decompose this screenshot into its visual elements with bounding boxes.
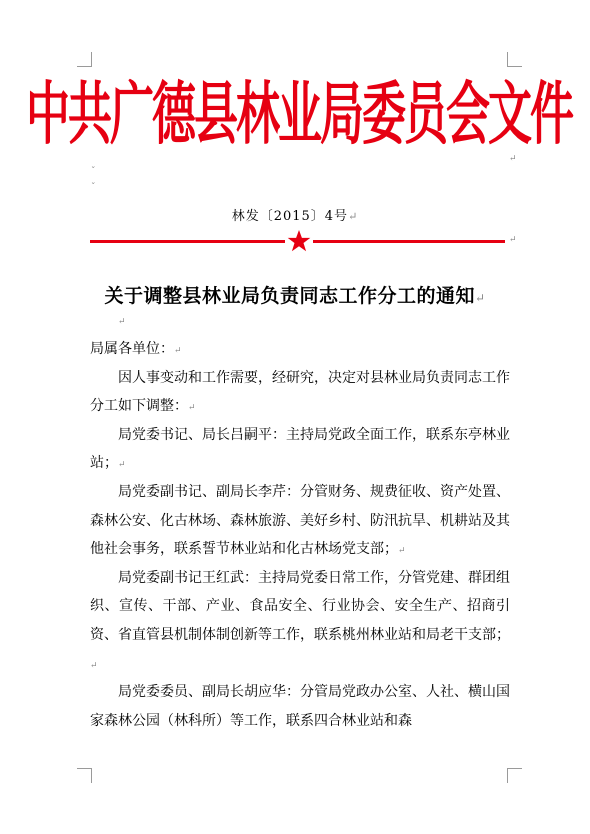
masthead-text: 中共广德县林业局委员会文件 — [26, 75, 572, 155]
paragraph-mark: ↵ — [509, 154, 517, 164]
assignment-paragraph — [90, 478, 510, 564]
paragraph-mark: ↵ — [118, 460, 126, 471]
assignment-paragraph — [90, 678, 510, 735]
paragraph-mark: ↵ — [509, 235, 517, 245]
red-divider-left — [90, 240, 285, 243]
assignment-text: 局党委书记、局长吕嗣平：主持局党政全面工作，联系东亭林业站； — [90, 426, 510, 472]
masthead-title — [26, 68, 572, 164]
assignment-paragraph — [90, 564, 510, 678]
paragraph-mark: ↵ — [398, 546, 406, 557]
paragraph-mark: ↵ — [348, 210, 359, 223]
salutation-text: 局属各单位： — [90, 341, 174, 357]
line-mark: ˇ — [91, 183, 96, 193]
document-number-text: 林发〔2015〕4号 — [231, 209, 349, 224]
red-divider-right — [313, 240, 505, 243]
assignment-text: 局党委副书记王红武：主持局党委日常工作，分管党建、群团组织、宣传、干部、产业、食品安全、行业协会、安全生产、招商引资、省直管县机制体制创新等工作，联系桃州林业站和局老干支部； — [90, 569, 510, 643]
intro-paragraph — [90, 364, 510, 421]
notice-title — [0, 281, 590, 308]
crop-mark-bottom-left — [77, 768, 92, 783]
assignment-paragraph — [90, 421, 510, 478]
document-number — [0, 205, 590, 224]
line-mark: ˇ — [91, 167, 96, 177]
assignment-text: 局党委副书记、副局长李芹：分管财务、规费征收、资产处置、森林公安、化古林场、森林旅游、美好乡村、防汛抗旱、机耕站及其他社会事务，联系誓节林业站和化古林场党支部； — [90, 483, 510, 558]
notice-title-text: 关于调整县林业局负责同志工作分工的通知 — [104, 285, 475, 307]
crop-mark-bottom-right — [507, 768, 522, 783]
paragraph-mark: ↵ — [474, 291, 486, 305]
paragraph-mark: ↵ — [118, 317, 126, 327]
assignment-text: 局党委委员、副局长胡应华：分管局党政办公室、人社、横山国家森林公园（林科所）等工作，联系四合林业站和森 — [90, 684, 510, 729]
document-body — [90, 335, 510, 735]
salutation — [90, 335, 510, 364]
paragraph-mark: ↵ — [90, 660, 98, 671]
paragraph-mark: ↵ — [174, 346, 182, 356]
star-icon — [287, 229, 311, 253]
intro-text: 因人事变动和工作需要，经研究，决定对县林业局负责同志工作分工如下调整： — [90, 369, 510, 415]
paragraph-mark: ↵ — [188, 403, 196, 414]
